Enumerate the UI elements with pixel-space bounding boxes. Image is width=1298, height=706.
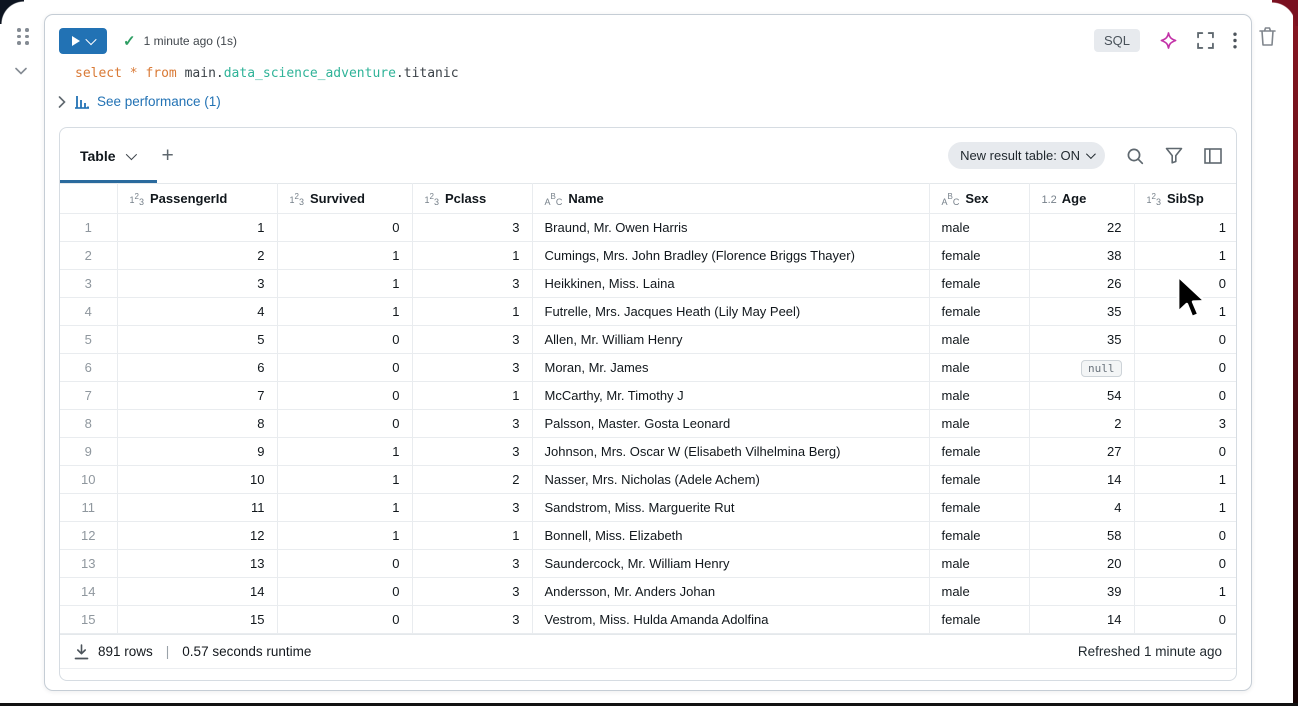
kebab-menu-icon — [1233, 32, 1237, 49]
table-cell[interactable]: 0 — [277, 550, 412, 578]
table-cell[interactable]: 0 — [1134, 382, 1237, 410]
table-cell[interactable]: 1 — [277, 466, 412, 494]
column-header-age[interactable]: 1.2 Age — [1029, 184, 1134, 214]
row-number-cell[interactable]: 3 — [60, 270, 117, 298]
table-row — [60, 298, 1237, 326]
table-cell[interactable]: male — [929, 578, 1029, 606]
row-number-cell[interactable]: 5 — [60, 326, 117, 354]
sparkle-assistant-icon — [1159, 31, 1178, 50]
table-row — [60, 382, 1237, 410]
table-cell[interactable]: male — [929, 382, 1029, 410]
table-cell[interactable]: 3 — [117, 270, 277, 298]
table-row — [60, 326, 1237, 354]
results-tabbar — [60, 128, 1236, 183]
row-number-cell[interactable]: 2 — [60, 242, 117, 270]
expand-cell-button[interactable] — [1197, 32, 1214, 49]
sql-token: select — [75, 66, 122, 81]
table-cell[interactable] — [1029, 354, 1134, 382]
drag-handle-icon[interactable] — [17, 28, 29, 45]
column-header-sex[interactable]: ABC Sex — [929, 184, 1029, 214]
new-result-table-toggle[interactable]: New result table: ON — [948, 142, 1105, 169]
table-cell[interactable]: male — [929, 214, 1029, 242]
table-cell[interactable]: 3 — [412, 354, 532, 382]
screen-corner-top-left — [0, 0, 24, 24]
row-number-cell[interactable]: 4 — [60, 298, 117, 326]
table-cell[interactable]: female — [929, 242, 1029, 270]
table-row — [60, 242, 1237, 270]
table-cell[interactable]: 1 — [277, 522, 412, 550]
sql-token — [177, 66, 185, 81]
table-cell[interactable]: 54 — [1029, 382, 1134, 410]
table-cell[interactable]: Moran, Mr. James — [532, 354, 929, 382]
sql-token: from — [145, 66, 177, 81]
table-cell[interactable]: 3 — [412, 550, 532, 578]
table-cell[interactable]: 3 — [412, 410, 532, 438]
table-cell[interactable]: 0 — [1134, 550, 1237, 578]
table-cell[interactable]: 1 — [1134, 578, 1237, 606]
table-cell[interactable]: 8 — [117, 410, 277, 438]
add-visualization-button[interactable]: + — [161, 144, 174, 167]
table-cell[interactable]: 6 — [117, 354, 277, 382]
table-cell[interactable]: 1 — [412, 298, 532, 326]
language-badge[interactable]: SQL — [1094, 29, 1140, 52]
row-number-cell[interactable]: 9 — [60, 438, 117, 466]
table-cell[interactable]: Bonnell, Miss. Elizabeth — [532, 522, 929, 550]
row-number-cell[interactable]: 7 — [60, 382, 117, 410]
active-tab-underline — [60, 180, 157, 183]
search-results-button[interactable] — [1126, 147, 1144, 165]
table-cell[interactable]: 0 — [1134, 270, 1237, 298]
table-cell[interactable]: 0 — [277, 382, 412, 410]
trash-icon — [1258, 26, 1277, 47]
table-cell[interactable]: Johnson, Mrs. Oscar W (Elisabeth Vilhelmina Berg) — [532, 438, 929, 466]
table-cell[interactable]: 0 — [277, 606, 412, 634]
table-cell[interactable]: 22 — [1029, 214, 1134, 242]
sql-token: . — [215, 66, 224, 81]
table-cell[interactable]: female — [929, 522, 1029, 550]
table-cell[interactable]: 2 — [117, 242, 277, 270]
table-row — [60, 494, 1237, 522]
table-cell[interactable]: 35 — [1029, 298, 1134, 326]
tab-table[interactable]: Table — [74, 128, 140, 183]
table-row — [60, 438, 1237, 466]
table-cell[interactable]: 0 — [1134, 522, 1237, 550]
table-cell[interactable]: 14 — [1029, 466, 1134, 494]
table-cell[interactable]: Palsson, Master. Gosta Leonard — [532, 410, 929, 438]
run-status-text: 1 minute ago (1s) — [143, 33, 237, 48]
table-cell[interactable]: 0 — [1134, 438, 1237, 466]
filter-results-button[interactable] — [1165, 147, 1183, 164]
integer-type-icon: 123 — [424, 192, 439, 207]
refreshed-text: Refreshed 1 minute ago — [1077, 644, 1222, 659]
table-row — [60, 354, 1237, 382]
table-row — [60, 466, 1237, 494]
footer-separator: | — [165, 644, 170, 659]
performance-expander-chevron-icon[interactable] — [58, 96, 66, 108]
table-cell[interactable]: 9 — [117, 438, 277, 466]
table-cell[interactable]: 20 — [1029, 550, 1134, 578]
table-row — [60, 550, 1237, 578]
row-count: 891 rows — [98, 644, 153, 659]
side-panel-button[interactable] — [1204, 148, 1222, 164]
null-value-badge: null — [1081, 360, 1122, 377]
table-cell[interactable]: 1 — [277, 270, 412, 298]
table-cell[interactable]: Saundercock, Mr. William Henry — [532, 550, 929, 578]
cell-menu-button[interactable] — [1233, 32, 1237, 49]
table-row — [60, 410, 1237, 438]
expand-icon — [1197, 32, 1214, 49]
table-cell[interactable]: 2 — [1029, 410, 1134, 438]
table-cell[interactable]: 4 — [1029, 494, 1134, 522]
table-cell[interactable]: 1 — [1134, 466, 1237, 494]
table-cell[interactable]: male — [929, 326, 1029, 354]
integer-type-icon: 123 — [1146, 192, 1161, 207]
table-cell[interactable]: 3 — [1134, 410, 1237, 438]
table-cell[interactable]: 1 — [412, 242, 532, 270]
table-cell[interactable]: male — [929, 354, 1029, 382]
checkmark-icon: ✓ — [123, 32, 136, 50]
see-performance-link[interactable]: See performance (1) — [74, 94, 221, 109]
table-cell[interactable]: female — [929, 438, 1029, 466]
sql-token: main — [184, 66, 216, 81]
table-cell[interactable]: 1 — [1134, 298, 1237, 326]
row-number-cell[interactable]: 14 — [60, 578, 117, 606]
table-cell[interactable]: Andersson, Mr. Anders Johan — [532, 578, 929, 606]
table-cell[interactable]: 35 — [1029, 326, 1134, 354]
table-cell[interactable]: McCarthy, Mr. Timothy J — [532, 382, 929, 410]
sql-token: * — [129, 66, 138, 81]
table-cell[interactable]: Heikkinen, Miss. Laina — [532, 270, 929, 298]
table-cell[interactable]: 0 — [1134, 606, 1237, 634]
column-header-pclass[interactable]: 123 Pclass — [412, 184, 532, 214]
download-icon — [74, 644, 89, 660]
table-cell[interactable]: 0 — [277, 354, 412, 382]
assistant-button[interactable] — [1159, 31, 1178, 50]
table-cell[interactable]: 7 — [117, 382, 277, 410]
table-cell[interactable]: 10 — [117, 466, 277, 494]
row-number-cell[interactable]: 15 — [60, 606, 117, 634]
notebook-cell — [44, 14, 1252, 691]
table-cell[interactable]: 1 — [117, 214, 277, 242]
table-cell[interactable]: 3 — [412, 438, 532, 466]
table-cell[interactable]: Allen, Mr. William Henry — [532, 326, 929, 354]
table-cell[interactable]: 13 — [117, 550, 277, 578]
table-cell[interactable]: 1 — [412, 382, 532, 410]
table-cell[interactable]: 2 — [412, 466, 532, 494]
table-cell[interactable]: female — [929, 494, 1029, 522]
table-cell[interactable]: female — [929, 270, 1029, 298]
table-cell[interactable]: 27 — [1029, 438, 1134, 466]
string-type-icon: ABC — [544, 192, 563, 207]
table-cell[interactable]: 0 — [277, 410, 412, 438]
run-button[interactable] — [59, 28, 107, 54]
screen-corner-top-right — [1272, 0, 1298, 26]
runtime-text: 0.57 seconds runtime — [182, 644, 312, 659]
table-row — [60, 214, 1237, 242]
table-cell[interactable]: 1 — [277, 494, 412, 522]
table-cell[interactable]: 39 — [1029, 578, 1134, 606]
tab-options-chevron-icon[interactable] — [125, 148, 136, 159]
table-cell[interactable]: 0 — [277, 214, 412, 242]
table-cell[interactable]: 12 — [117, 522, 277, 550]
row-number-cell[interactable]: 6 — [60, 354, 117, 382]
table-cell[interactable]: 0 — [1134, 326, 1237, 354]
table-cell[interactable]: male — [929, 410, 1029, 438]
table-cell[interactable]: 3 — [412, 578, 532, 606]
play-icon — [72, 36, 80, 46]
table-cell[interactable]: 14 — [117, 578, 277, 606]
sql-token: data_science_adventure — [223, 66, 396, 81]
table-cell[interactable]: female — [929, 606, 1029, 634]
table-cell[interactable]: female — [929, 466, 1029, 494]
integer-type-icon: 123 — [289, 192, 304, 207]
table-row — [60, 270, 1237, 298]
table-cell[interactable]: 1 — [277, 242, 412, 270]
bar-chart-icon — [74, 95, 90, 109]
row-number-cell[interactable]: 13 — [60, 550, 117, 578]
table-cell[interactable]: 1 — [277, 438, 412, 466]
column-header-passengerid[interactable]: 123 PassengerId — [117, 184, 277, 214]
table-cell[interactable]: 3 — [412, 326, 532, 354]
table-cell[interactable]: female — [929, 298, 1029, 326]
table-cell[interactable]: 5 — [117, 326, 277, 354]
sql-query-editor[interactable] — [75, 65, 1251, 83]
column-header-name[interactable]: ABC Name — [532, 184, 929, 214]
string-type-icon: ABC — [941, 192, 960, 207]
table-cell[interactable]: 26 — [1029, 270, 1134, 298]
row-number-cell[interactable]: 8 — [60, 410, 117, 438]
search-icon — [1126, 147, 1144, 165]
table-cell[interactable]: Sandstrom, Miss. Marguerite Rut — [532, 494, 929, 522]
cell-toolbar — [45, 15, 1251, 59]
row-number-cell[interactable]: 1 — [60, 214, 117, 242]
side-panel-icon — [1204, 148, 1222, 164]
table-cell[interactable]: 0 — [1134, 354, 1237, 382]
table-cell[interactable]: 15 — [117, 606, 277, 634]
table-row — [60, 578, 1237, 606]
table-row — [60, 606, 1237, 634]
table-cell[interactable]: 3 — [412, 214, 532, 242]
column-header-survived[interactable]: 123 Survived — [277, 184, 412, 214]
table-cell[interactable]: male — [929, 550, 1029, 578]
chevron-down-icon — [1086, 149, 1096, 159]
table-row — [60, 522, 1237, 550]
table-cell[interactable]: Braund, Mr. Owen Harris — [532, 214, 929, 242]
column-header-sibsp[interactable]: 123 SibSp — [1134, 184, 1237, 214]
download-results-button[interactable] — [74, 644, 89, 660]
table-cell[interactable]: 58 — [1029, 522, 1134, 550]
row-number-header — [60, 184, 117, 214]
sql-token: . — [395, 66, 404, 81]
decimal-type-icon: 1.2 — [1041, 194, 1057, 206]
row-number-cell[interactable]: 11 — [60, 494, 117, 522]
table-cell[interactable]: 3 — [412, 494, 532, 522]
table-cell[interactable]: 1 — [1134, 494, 1237, 522]
table-cell[interactable]: 14 — [1029, 606, 1134, 634]
collapse-cell-chevron-icon[interactable] — [15, 67, 38, 75]
results-table — [60, 183, 1237, 634]
table-cell[interactable]: Vestrom, Miss. Hulda Amanda Adolfina — [532, 606, 929, 634]
table-cell[interactable]: 1 — [1134, 242, 1237, 270]
delete-cell-button[interactable] — [1258, 26, 1277, 47]
table-cell[interactable]: 1 — [277, 298, 412, 326]
results-footer — [60, 634, 1236, 669]
table-cell[interactable]: 11 — [117, 494, 277, 522]
screen-edge-right — [1293, 0, 1298, 706]
table-cell[interactable]: Cumings, Mrs. John Bradley (Florence Briggs Thayer) — [532, 242, 929, 270]
table-cell[interactable]: Nasser, Mrs. Nicholas (Adele Achem) — [532, 466, 929, 494]
table-cell[interactable]: 0 — [277, 326, 412, 354]
row-number-cell[interactable]: 10 — [60, 466, 117, 494]
table-cell[interactable]: 1 — [412, 522, 532, 550]
run-options-chevron-icon[interactable] — [85, 33, 96, 44]
integer-type-icon: 123 — [129, 192, 144, 207]
table-cell[interactable]: 1 — [1134, 214, 1237, 242]
table-cell[interactable]: 3 — [412, 270, 532, 298]
row-number-cell[interactable]: 12 — [60, 522, 117, 550]
sql-token — [122, 66, 130, 81]
table-cell[interactable]: 4 — [117, 298, 277, 326]
filter-icon — [1165, 147, 1183, 164]
sql-token: titanic — [403, 66, 459, 81]
table-cell[interactable]: 3 — [412, 606, 532, 634]
table-cell[interactable]: Futrelle, Mrs. Jacques Heath (Lily May Peel) — [532, 298, 929, 326]
table-cell[interactable]: 0 — [277, 578, 412, 606]
results-panel — [59, 127, 1237, 681]
table-cell[interactable]: 38 — [1029, 242, 1134, 270]
